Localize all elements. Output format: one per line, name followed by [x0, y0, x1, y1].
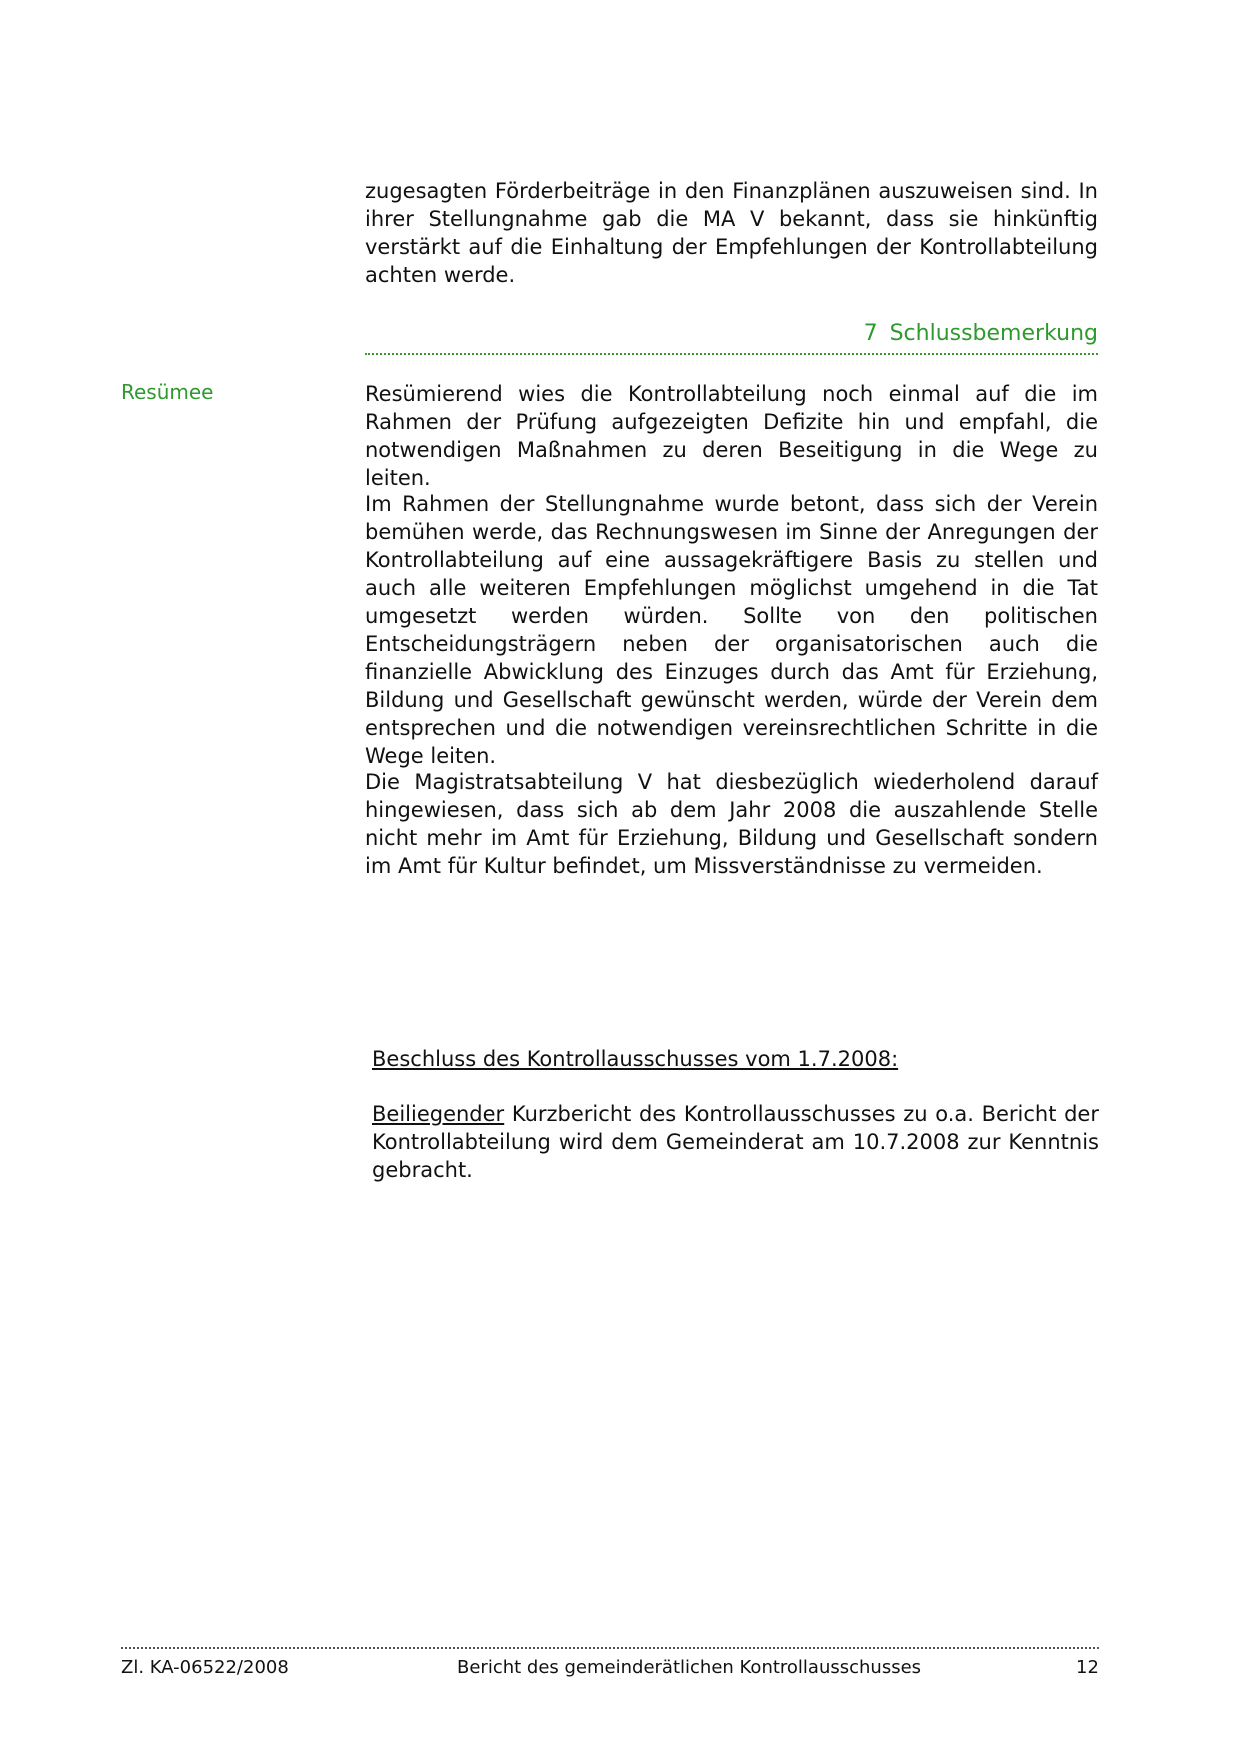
margin-note-resuemee: Resümee: [121, 380, 214, 404]
section-heading: [365, 318, 1098, 355]
decision-body: Kurzbericht des Kontrollausschusses zu o.a. Bericht der Kontrollabteilung wird dem Gemeinderat am 10.7.2008 zur Kenntnis gebracht.: [372, 1102, 1099, 1182]
footer-reference: Zl. KA-06522/2008: [121, 1657, 289, 1678]
body-paragraph-2: Im Rahmen der Stellungnahme wurde betont, dass sich der Verein bemühen werde, das Rechnungswesen im Sinne der Anregungen der Kontrollabteilung auf eine aussagekräftigere Basis zu stellen und auch alle weiteren Empfehlungen möglichst umgehend in die Tat umgesetzt werden würden. Sollte von den politischen Entscheidungsträgern neben der organisatorischen auch die finanzielle Abwicklung des Einzuges durch das Amt für Erziehung, Bildung und Gesellschaft gewünscht werden, würde der Verein dem entsprechen und die notwendigen vereinsrechtlichen Schritte in die Wege leiten.: [365, 492, 1098, 768]
decision-title: Beschluss des Kontrollausschusses vom 1.7.2008:: [372, 1047, 899, 1071]
section-title: Schlussbemerkung: [889, 321, 1098, 346]
decision-lead-word: Beiliegender: [372, 1102, 505, 1126]
body-paragraph-1: Resümierend wies die Kontrollabteilung noch einmal auf die im Rahmen der Prüfung aufgezeigten Defizite hin und empfahl, die notwendigen Maßnahmen zu deren Beseitigung in die Wege zu leiten.: [365, 382, 1098, 490]
body-paragraph-3: Die Magistratsabteilung V hat diesbezüglich wiederholend darauf hingewiesen, dass sich ab dem Jahr 2008 die auszahlende Stelle nicht mehr im Amt für Erziehung, Bildung und Gesellschaft sondern im Amt für Kultur befindet, um Missverständnisse zu vermeiden.: [365, 770, 1098, 878]
section-number: 7: [863, 321, 878, 346]
decision-paragraph: [372, 1100, 1099, 1184]
footer-divider: [121, 1647, 1099, 1649]
footer-title: Bericht des gemeinderätlichen Kontrollausschusses: [457, 1657, 922, 1678]
footer-page-number: 12: [1076, 1657, 1099, 1678]
intro-paragraph: zugesagten Förderbeiträge in den Finanzplänen auszuweisen sind. In ihrer Stellungnahme gab die MA V bekannt, dass sie hinkünftig verstärkt auf die Einhaltung der Empfehlungen der Kontrollabteilung achten werde.: [365, 179, 1098, 287]
